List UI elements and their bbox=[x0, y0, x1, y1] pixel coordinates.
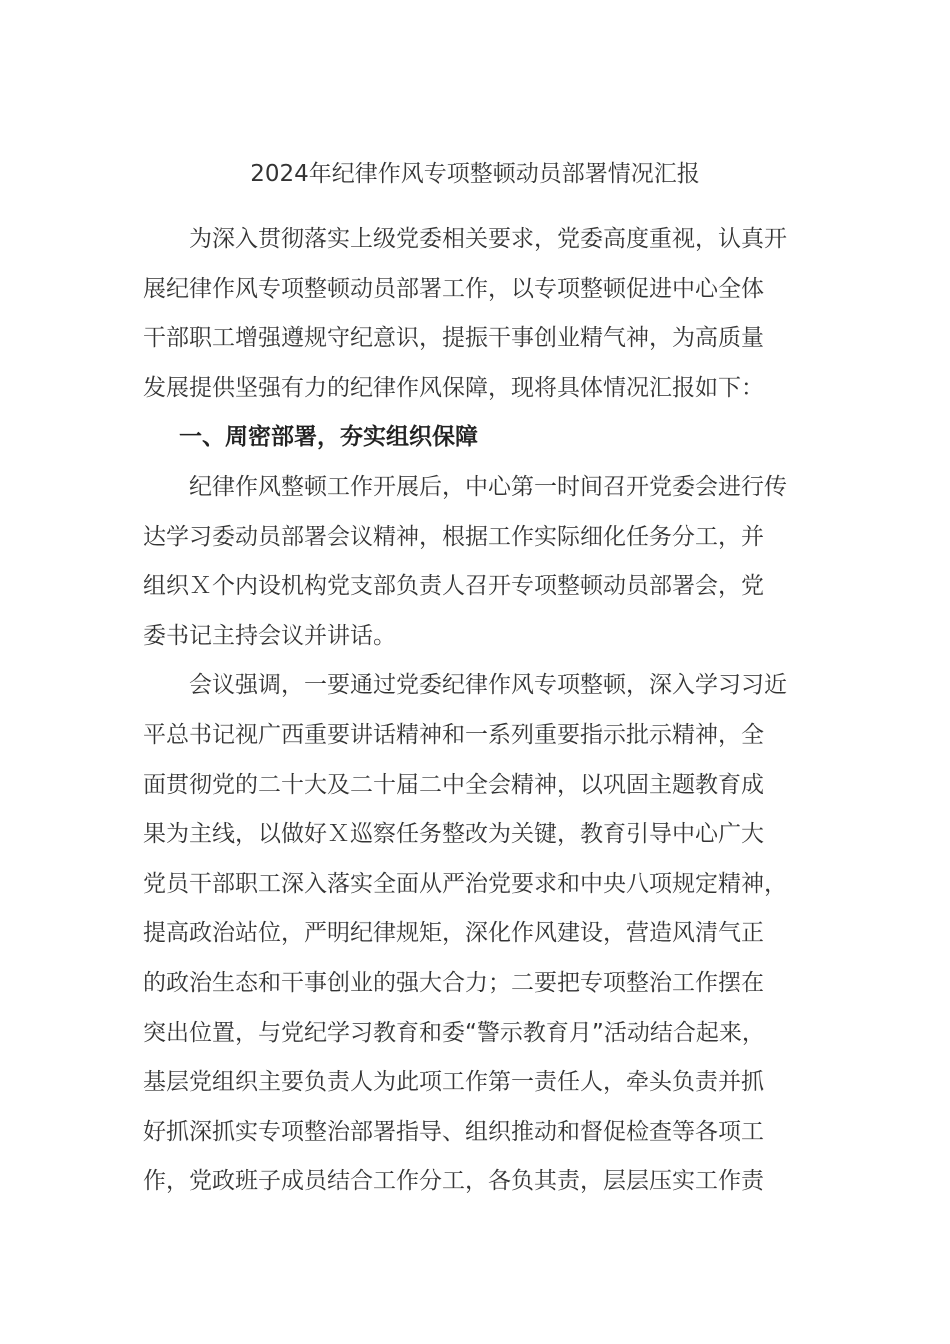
document-body bbox=[143, 215, 807, 1207]
paragraph-meeting: 会议强调，一要通过党委纪律作风专项整顿，深入学习习近 平总书记视广西重要讲话精神和一系列重要指示批示精神，全 面贯彻党的二十大及二十届二中全会精神，以巩固主题教育成 果为主线，以做好Ｘ巡察任务整改为关键，教育引导中心广大 党员干部职工深入落实全面从严治党要求和中央八项规定精神， 提高政治站位，严明纪律规矩，深化作风建设，营造风清气正 的政治生态和干事创业的强大合力；二要把专项整治工作摆在 突出位置，与党纪学习教育和委“警示教育月”活动结合起来， 基层党组织主要负责人为此项工作第一责任人，牵头负责并抓 好抓深抓实专项整治部署指导、组织推动和督促检查等各项工 作，党政班子成员结合工作分工，各负其责，层层压实工作责 bbox=[143, 672, 787, 1195]
paragraph-deployment: 纪律作风整顿工作开展后，中心第一时间召开党委会进行传 达学习委动员部署会议精神，根据工作实际细化任务分工，并 组织Ｘ个内设机构党支部负责人召开专项整顿动员部署会，党 委书记主持会议并讲话。 bbox=[143, 473, 787, 649]
section-heading-1: 一、周密部署，夯实组织保障 bbox=[179, 424, 478, 451]
paragraph-intro: 为深入贯彻落实上级党委相关要求，党委高度重视，认真开 展纪律作风专项整顿动员部署工作，以专项整顿促进中心全体 干部职工增强遵规守纪意识，提振干事创业精气神，为高质量 发展提供坚强有力的纪律作风保障，现将具体情况汇报如下： bbox=[143, 226, 787, 401]
document-title: 2024年纪律作风专项整顿动员部署情况汇报 bbox=[250, 161, 700, 187]
